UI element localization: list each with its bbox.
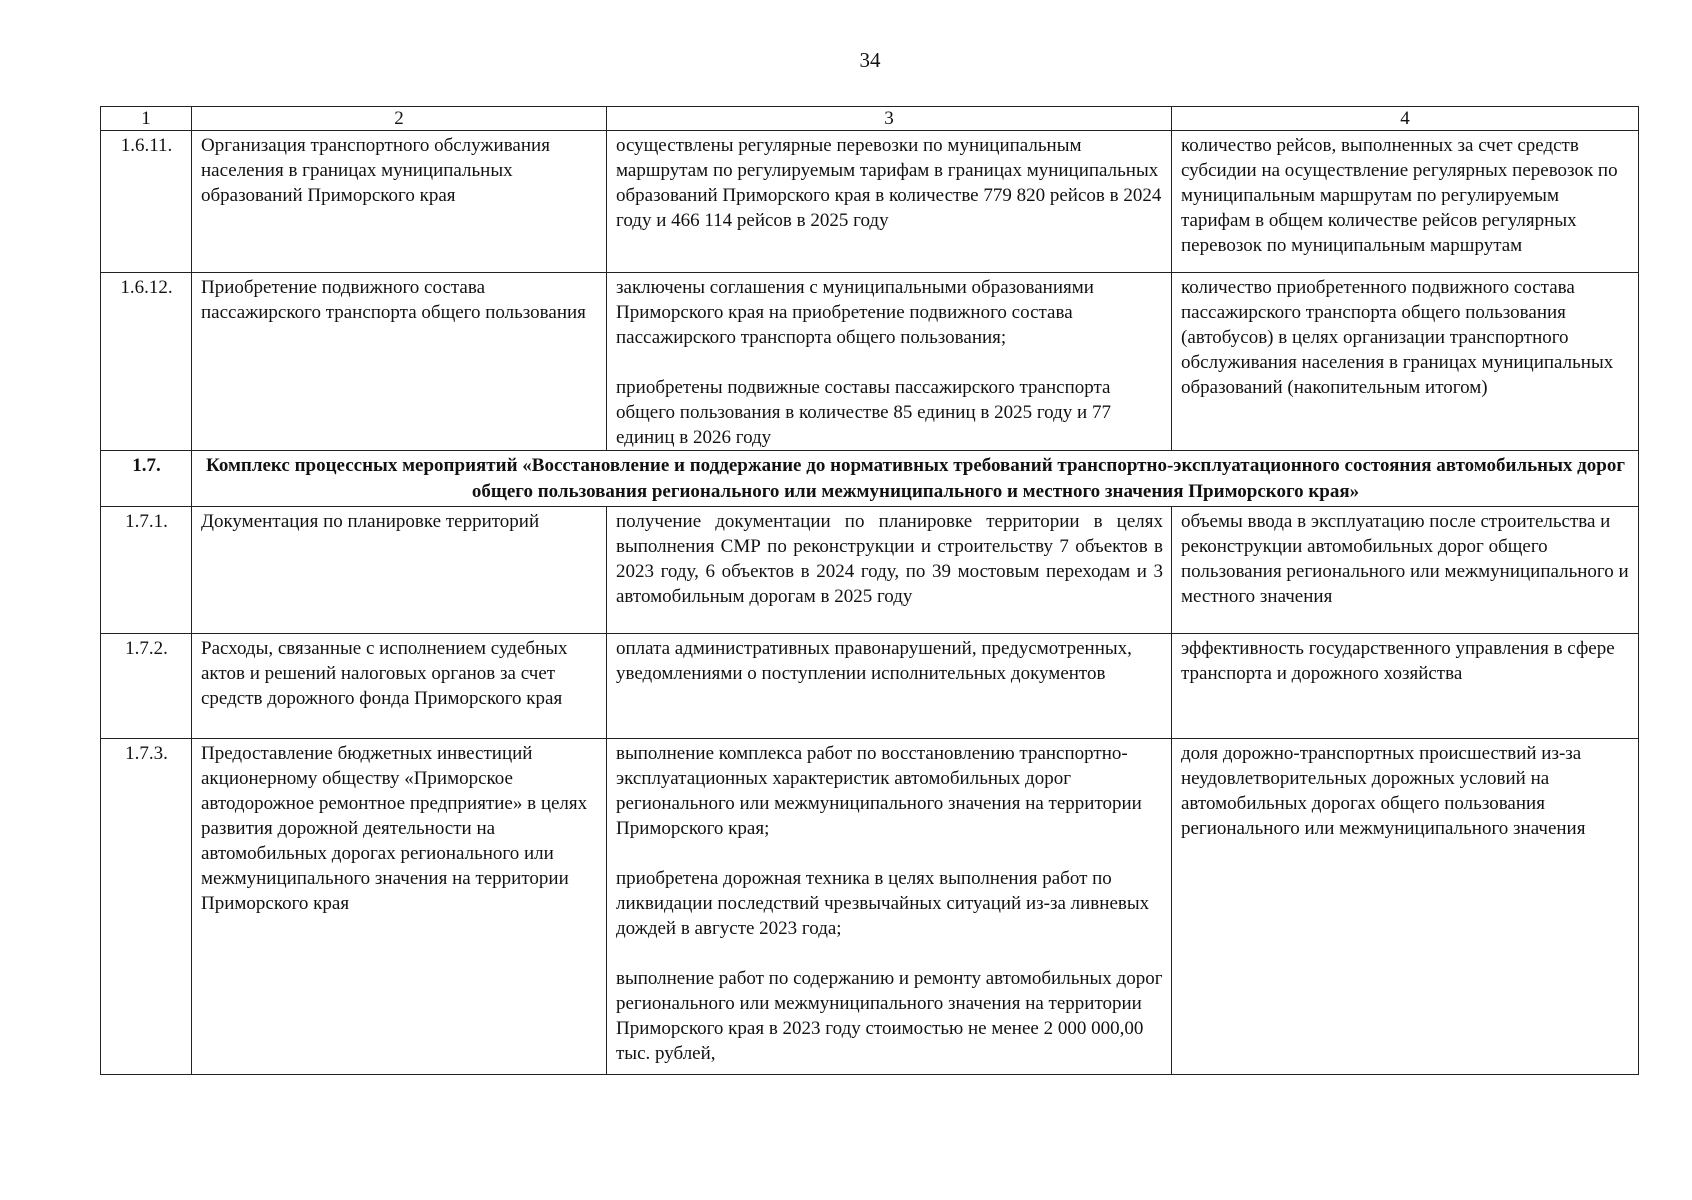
- measure-name-text: Документация по планировке территорий: [201, 511, 540, 532]
- table-row: [101, 131, 1639, 273]
- table-row: [101, 273, 1639, 451]
- row-number: 1.7.2.: [101, 634, 192, 739]
- row-number: 1.6.11.: [101, 131, 192, 273]
- row-number: 1.6.12.: [101, 273, 192, 451]
- measure-result: [607, 739, 1172, 1075]
- measure-name: [192, 273, 607, 451]
- measure-result-text: приобретена дорожная техника в целях выполнения работ по ликвидации последствий чрезвычайных ситуаций из-за ливневых дождей в августе 2023 года;: [616, 868, 1150, 939]
- measure-name-text: Приобретение подвижного состава пассажирского транспорта общего пользования: [201, 277, 586, 323]
- table-header-row: [101, 107, 1639, 131]
- page-number: 34: [859, 48, 881, 72]
- measure-result-text: оплата административных правонарушений, предусмотренных, уведомлениями о поступлении исполнительных документов: [616, 638, 1132, 684]
- measure-indicator: [1172, 273, 1639, 451]
- section-title: Комплекс процессных мероприятий «Восстановление и поддержание до нормативных требований транспортно-эксплуатационного состояния автомобильных дорог общего пользования регионального или межмуниципального и местного значения Приморского края»: [192, 451, 1639, 507]
- section-number: 1.7.: [101, 451, 192, 507]
- section-row: [101, 451, 1639, 507]
- measure-name: [192, 507, 607, 634]
- measure-result: [607, 634, 1172, 739]
- measure-result-text: выполнение комплекса работ по восстановлению транспортно-эксплуатационных характеристик автомобильных дорог регионального или межмуниципального значения на территории Приморского края;: [616, 743, 1142, 839]
- measure-name-text: Расходы, связанные с исполнением судебных актов и решений налоговых органов за счет средств дорожного фонда Приморского края: [201, 638, 568, 709]
- measure-name: [192, 739, 607, 1075]
- measure-result: [607, 273, 1172, 451]
- measure-result: [607, 507, 1172, 634]
- measure-result-text: заключены соглашения с муниципальными образованиями Приморского края на приобретение подвижного состава пассажирского транспорта общего пользования;: [616, 277, 1094, 348]
- row-number: 1.7.3.: [101, 739, 192, 1075]
- header-cell: 2: [192, 107, 607, 131]
- measure-name-text: Организация транспортного обслуживания населения в границах муниципальных образований Приморского края: [201, 135, 550, 206]
- measure-name: [192, 634, 607, 739]
- header-cell: 4: [1172, 107, 1639, 131]
- measure-result-text: приобретены подвижные составы пассажирского транспорта общего пользования в количестве 85 единиц в 2025 году и 77 единиц в 2026 году: [616, 377, 1111, 448]
- measure-indicator: [1172, 739, 1639, 1075]
- measure-indicator-text: количество приобретенного подвижного состава пассажирского транспорта общего пользования (автобусов) в целях организации транспортного обслуживания населения в границах муниципальных образований (накопительным итогом): [1181, 277, 1614, 398]
- measure-indicator-text: доля дорожно-транспортных происшествий из-за неудовлетворительных дорожных условий на автомобильных дорогах общего пользования регионального или межмуниципального значения: [1181, 743, 1586, 839]
- measure-result-text: выполнение работ по содержанию и ремонту автомобильных дорог регионального или межмуниципального значения на территории Приморского края в 2023 году стоимостью не менее 2 000 000,00 тыс. рублей,: [616, 968, 1163, 1064]
- measure-name-text: Предоставление бюджетных инвестиций акционерному обществу «Приморское автодорожное ремонтное предприятие» в целях развития дорожной деятельности на автомобильных дорогах регионального или межмуниципального значения на территории Приморского края: [201, 743, 588, 914]
- row-number: 1.7.1.: [101, 507, 192, 634]
- table-row: [101, 739, 1639, 1075]
- measure-name: [192, 131, 607, 273]
- header-cell: 3: [607, 107, 1172, 131]
- table-row: [101, 507, 1639, 634]
- measures-table: [100, 106, 1639, 1075]
- measure-indicator-text: эффективность государственного управления в сфере транспорта и дорожного хозяйства: [1181, 638, 1615, 684]
- measure-indicator: [1172, 131, 1639, 273]
- header-cell: 1: [101, 107, 192, 131]
- table-row: [101, 634, 1639, 739]
- measure-result-text: осуществлены регулярные перевозки по муниципальным маршрутам по регулируемым тарифам в границах муниципальных образований Приморского края в количестве 779 820 рейсов в 2024 году и 466 114 рейсов в 2025 году: [616, 135, 1162, 231]
- measure-indicator: [1172, 507, 1639, 634]
- measure-indicator: [1172, 634, 1639, 739]
- measure-result: [607, 131, 1172, 273]
- measure-result-text: получение документации по планировке территории в целях выполнения СМР по реконструкции и строительству 7 объектов в 2023 году, 6 объектов в 2024 году, по 39 мостовым переходам и 3 автомобильным дорогам в 2025 году: [616, 511, 1163, 607]
- measure-indicator-text: объемы ввода в эксплуатацию после строительства и реконструкции автомобильных дорог общего пользования регионального или межмуниципального и местного значения: [1181, 511, 1629, 607]
- measure-indicator-text: количество рейсов, выполненных за счет средств субсидии на осуществление регулярных перевозок по муниципальным маршрутам по регулируемым тарифам в общем количестве рейсов регулярных перевозок по муниципальным маршрутам: [1181, 135, 1618, 256]
